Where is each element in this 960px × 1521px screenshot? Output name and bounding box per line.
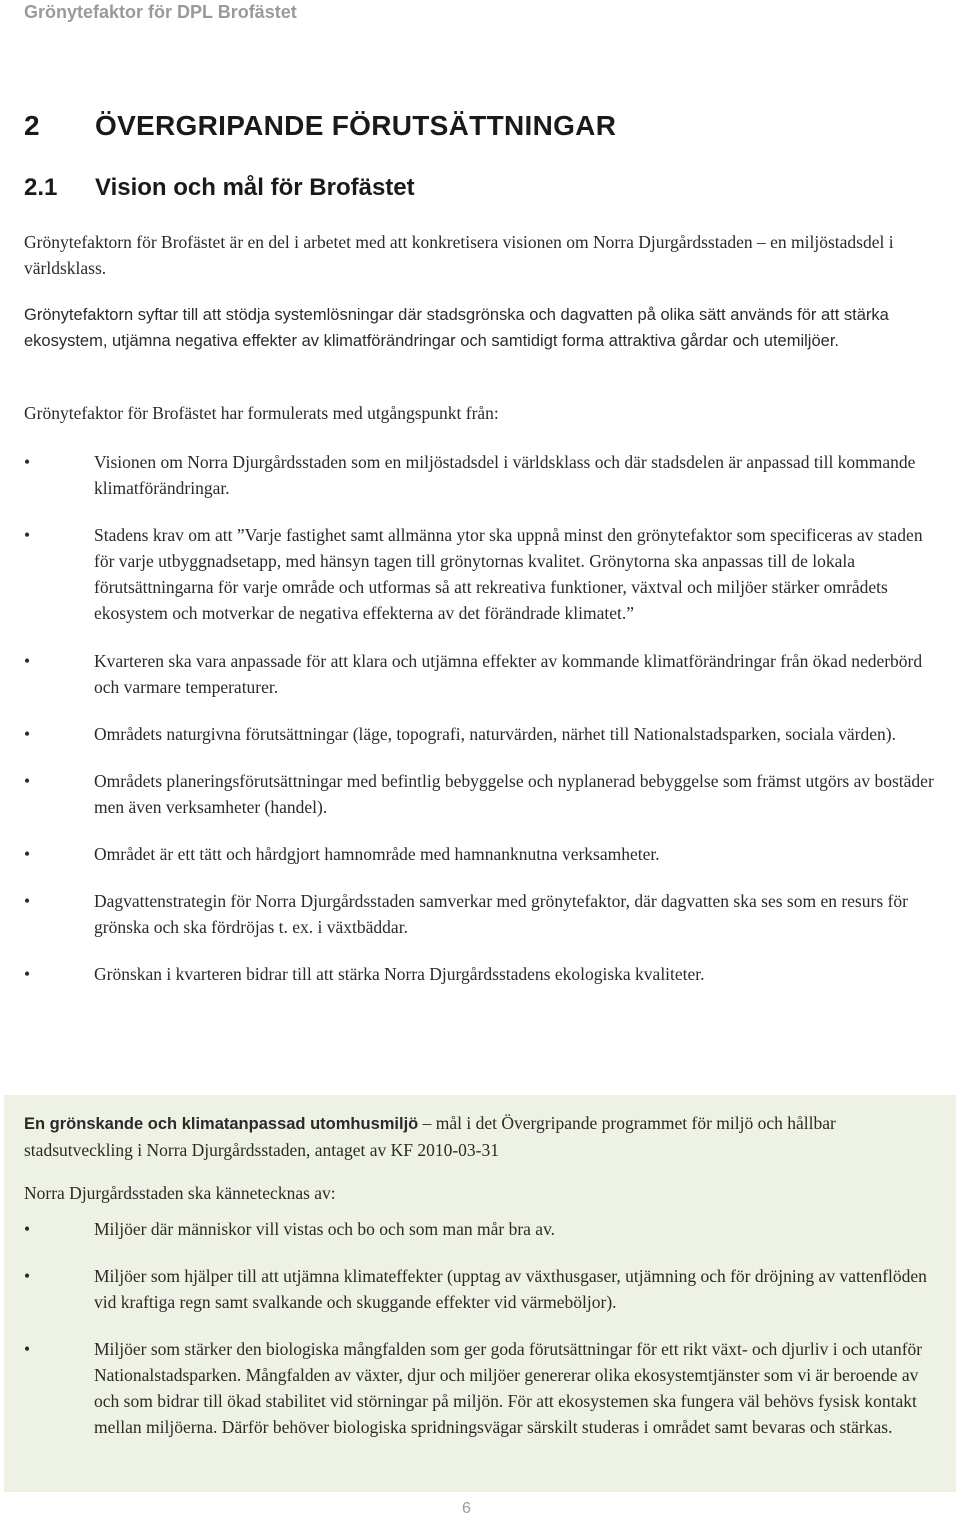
list-item: • Visionen om Norra Djurgårdsstaden som en miljöstadsdel i världsklass och där stadsdelen är anpassad till kommande klimatförändringar. — [24, 449, 942, 501]
intro-paragraph: Grönytefaktorn för Brofästet är en del i arbetet med att konkretisera visionen om Norra Djurgårdsstaden – en miljöstadsdel i världsklass. — [24, 232, 894, 278]
list-item: • Stadens krav om att ”Varje fastighet samt allmänna ytor ska uppnå minst den grönytefaktor som specificeras av staden för varje utbyggnadsetapp, med hänsyn tagen till grönytornas kvalitet. Grönytorna ska anpassas till de lokala förutsättningarna för varje område och utformas så att rekreativa funktioner, växtval och miljöer stärker områdets ekosystem och motverkar de negativa effekterna av det förändrade klimatet.” — [24, 522, 942, 626]
subsection-number: 2.1 — [24, 174, 58, 201]
starting-point-paragraph: Grönytefaktor för Brofästet har formulerats med utgångspunkt från: — [24, 403, 499, 423]
bullet-icon: • — [24, 651, 31, 671]
list-item: • Dagvattenstrategin för Norra Djurgårdsstaden samverkar med grönytefaktor, där dagvatten ska ses som en resurs för grönska och ska fördröjas t. ex. i växtbäddar. — [24, 888, 942, 940]
goal-box-list — [24, 1216, 942, 1440]
bullet-icon: • — [24, 1266, 31, 1286]
goal-box-intro: Norra Djurgårdsstaden ska kännetecknas av: — [24, 1183, 336, 1203]
bullet-icon: • — [24, 724, 31, 744]
starting-point-list — [24, 449, 942, 987]
bullet-icon: • — [24, 1219, 31, 1239]
subsection-title: Vision och mål för Brofästet — [95, 174, 415, 201]
list-item: • Kvarteren ska vara anpassade för att klara och utjämna effekter av kommande klimatförändringar från ökad nederbörd och varmare temperaturer. — [24, 648, 942, 700]
section-title: ÖVERGRIPANDE FÖRUTSÄTTNINGAR — [95, 110, 617, 141]
bullet-icon: • — [24, 844, 31, 864]
list-item: • Miljöer som hjälper till att utjämna klimateffekter (upptag av växthusgaser, utjämning och för dröjning av vattenflöden vid kraftiga regn samt svalkande och skuggande effekter vid värmeböljor). — [24, 1263, 942, 1315]
page-number: 6 — [462, 1500, 471, 1517]
purpose-paragraph: Grönytefaktorn syftar till att stödja systemlösningar där stadsgrönska och dagvatten på olika sätt används för att stärka ekosystem, utjämna negativa effekter av klimatförändringar och samtidigt forma attraktiva gårdar och utemiljöer. — [24, 306, 889, 350]
running-header: Grönytefaktor för DPL Brofästet — [24, 2, 297, 22]
list-item: • Områdets planeringsförutsättningar med befintlig bebyggelse och nyplanerad bebyggelse som främst utgörs av bostäder men även verksamheter (handel). — [24, 768, 942, 820]
bullet-icon: • — [24, 1339, 31, 1359]
bullet-icon: • — [24, 525, 31, 545]
list-item: • Miljöer som stärker den biologiska mångfalden som ger goda förutsättningar för ett rikt växt- och djurliv i och utanför Nationalstadsparken. Mångfalden av växter, djur och miljöer genererar olika ekosystemtjänster som vi är beroende av och som bidrar till ökad stabilitet vid störningar på miljön. För att ekosystemen ska fungera väl behövs fysisk kontakt mellan miljöerna. Därför behöver biologiska spridningsvägar särskilt studeras i området samt bevaras och stärkas. — [24, 1336, 942, 1440]
list-item: • Grönskan i kvarteren bidrar till att stärka Norra Djurgårdsstadens ekologiska kvaliteter. — [24, 961, 942, 987]
list-item: • Miljöer där människor vill vistas och bo och som man mår bra av. — [24, 1216, 942, 1242]
list-item: • Området är ett tätt och hårdgjort hamnområde med hamnanknutna verksamheter. — [24, 841, 942, 867]
section-number: 2 — [24, 110, 40, 141]
bullet-icon: • — [24, 771, 31, 791]
goal-box-heading: En grönskande och klimatanpassad utomhusmiljö — [24, 1115, 419, 1133]
goal-box-source: – mål i det Övergripande programmet för miljö och hållbar stadsutveckling i Norra Djurgårdsstaden, antaget av KF 2010-03-31 — [24, 1113, 836, 1160]
section-heading — [24, 110, 616, 142]
subsection-heading — [24, 174, 415, 202]
bullet-icon: • — [24, 891, 31, 911]
bullet-icon: • — [24, 964, 31, 984]
bullet-icon: • — [24, 452, 31, 472]
goal-box-lead — [24, 1110, 942, 1163]
list-item: • Områdets naturgivna förutsättningar (läge, topografi, naturvärden, närhet till Nationalstadsparken, sociala värden). — [24, 721, 942, 747]
